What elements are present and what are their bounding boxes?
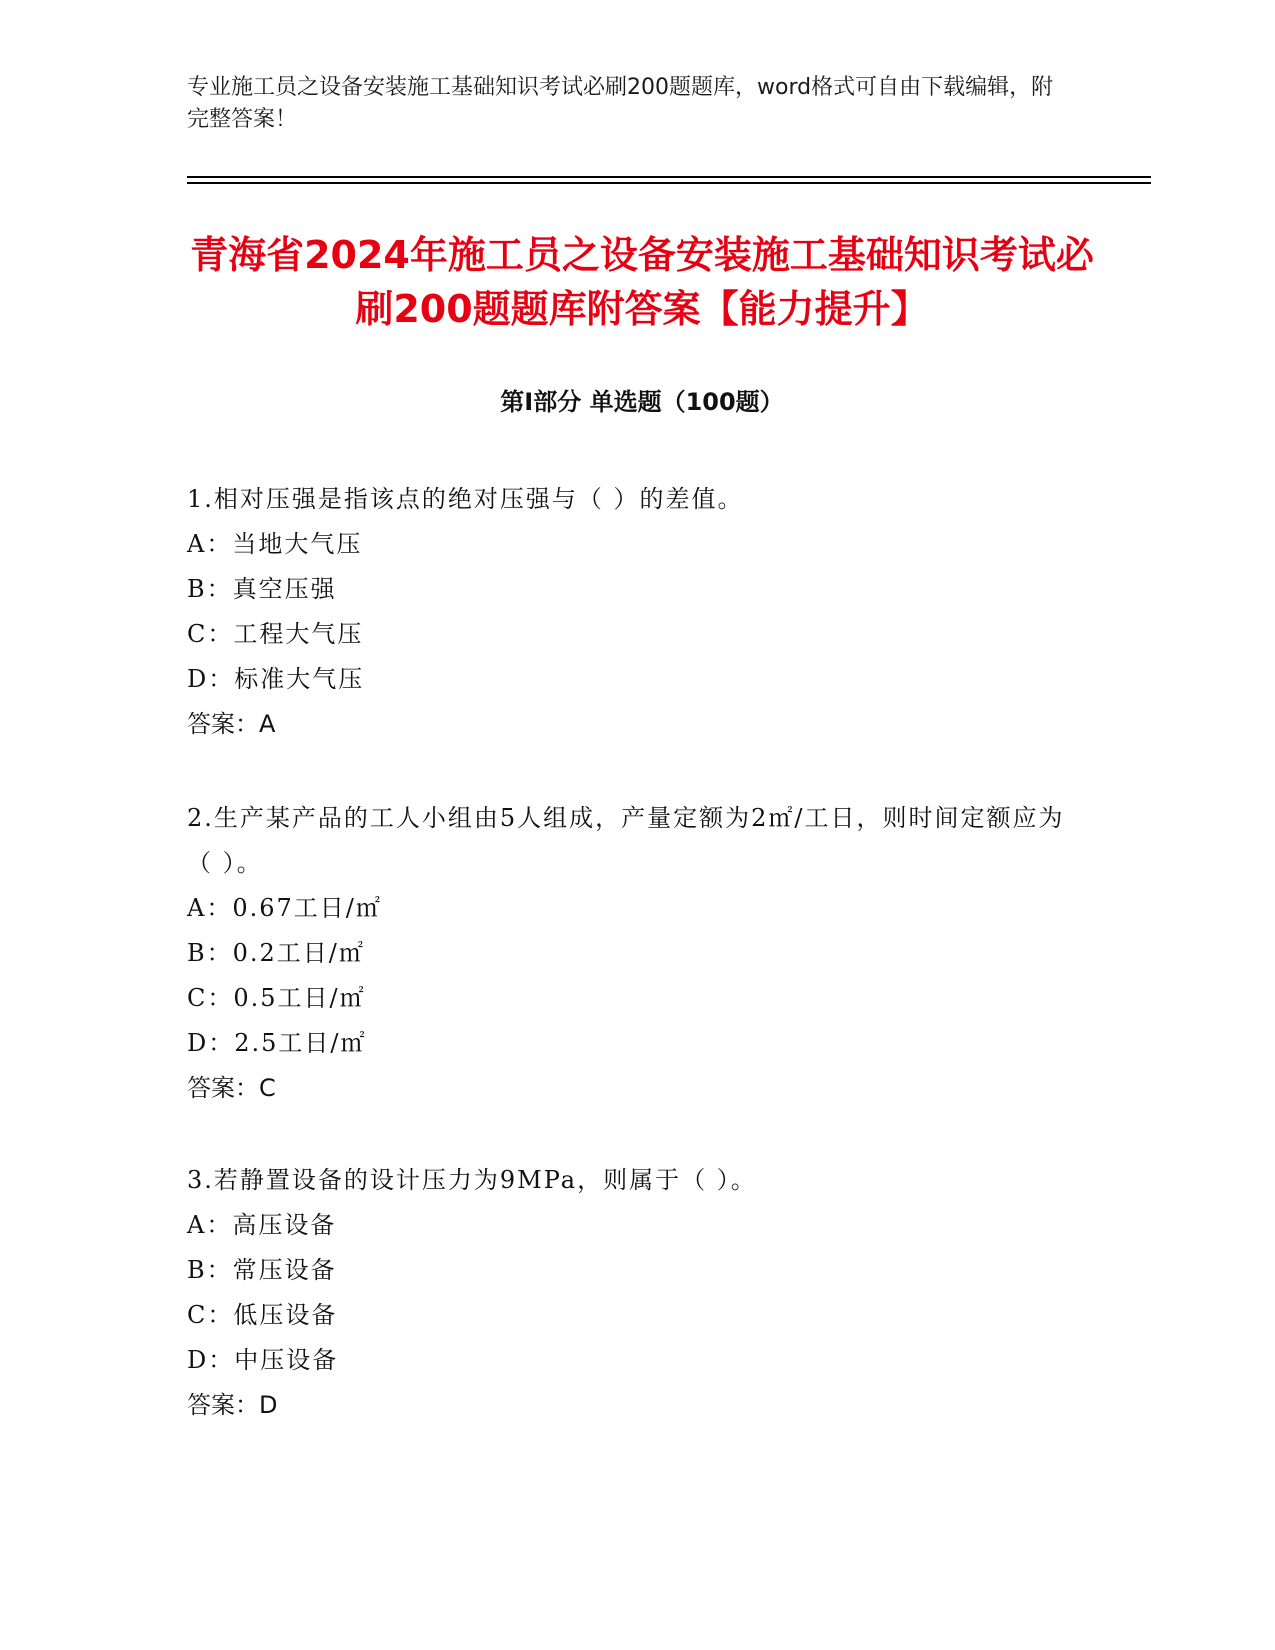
section-heading: 第Ⅰ部分 单选题（100题） <box>500 388 784 416</box>
answer-line: 答案：D <box>187 1391 278 1419</box>
option-c: C：工程大气压 <box>187 620 364 648</box>
header-divider-bottom <box>187 182 1151 184</box>
question-block <box>187 477 1067 747</box>
option-d: D：中压设备 <box>187 1346 339 1374</box>
option-d: D：标准大气压 <box>187 665 365 693</box>
option-a: A：0.67工日/㎡ <box>187 894 382 922</box>
question-stem: 3.若静置设备的设计压力为9MPa，则属于（ ）。 <box>187 1166 757 1194</box>
question-stem: 1.相对压强是指该点的绝对压强与（ ）的差值。 <box>187 485 744 513</box>
option-a: A：当地大气压 <box>187 530 363 558</box>
option-b: B：0.2工日/㎡ <box>187 939 365 967</box>
question-stem: 2.生产某产品的工人小组由5人组成，产量定额为2㎡/工日，则时间定额应为（ ）。 <box>187 804 1065 877</box>
option-b: B：常压设备 <box>187 1256 337 1284</box>
header-divider-top <box>187 176 1151 178</box>
option-c: C：0.5工日/㎡ <box>187 984 366 1012</box>
answer-line: 答案：C <box>187 1074 276 1102</box>
intro-text: 专业施工员之设备安装施工基础知识考试必刷200题题库，word格式可自由下载编辑，附完整答案！ <box>187 75 1054 132</box>
question-block <box>187 1158 1067 1428</box>
document-title: 青海省2024年施工员之设备安装施工基础知识考试必刷200题题库附答案【能力提升】 <box>190 233 1094 331</box>
option-b: B：真空压强 <box>187 575 337 603</box>
question-block <box>187 796 1067 1111</box>
option-c: C：低压设备 <box>187 1301 338 1329</box>
option-a: A：高压设备 <box>187 1211 337 1239</box>
answer-line: 答案：A <box>187 710 276 738</box>
option-d: D：2.5工日/㎡ <box>187 1029 367 1057</box>
